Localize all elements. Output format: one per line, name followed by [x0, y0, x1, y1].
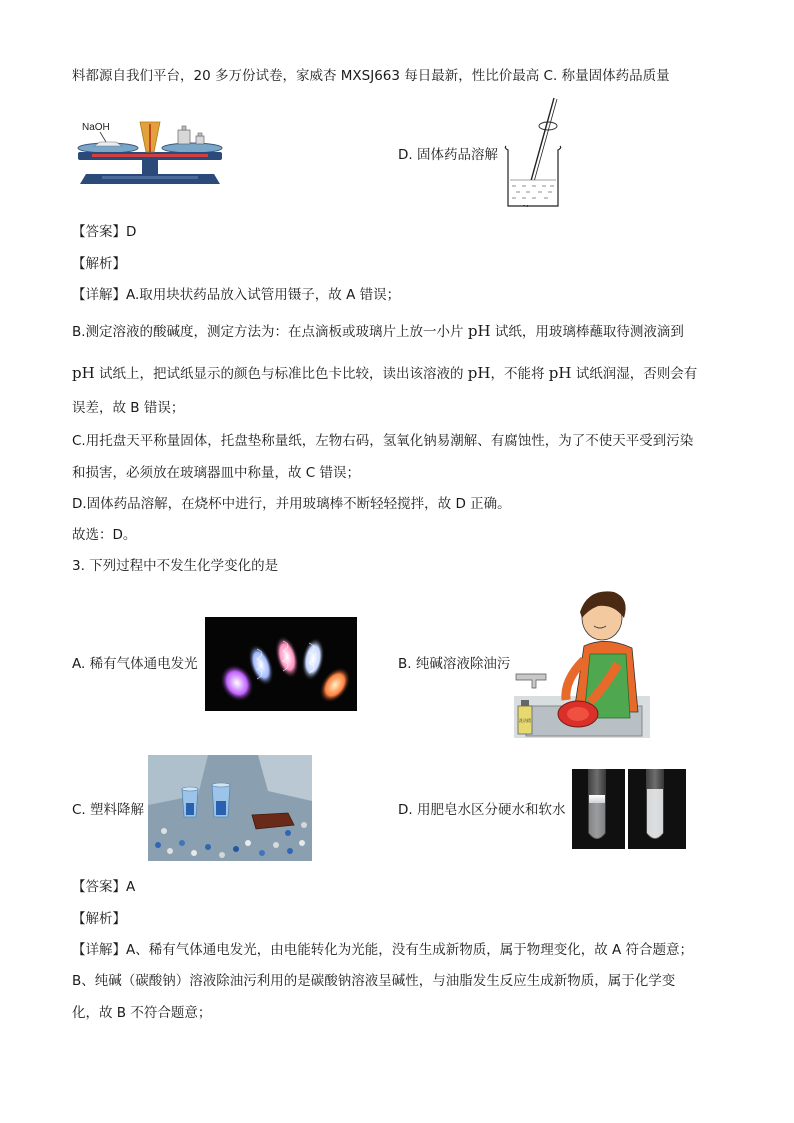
q2-detail-b-line1: B.测定溶液的酸碱度，测定方法为：在点滴板或玻璃片上放一小片 pH 试纸，用玻璃棒蘸取待测液滴到	[72, 322, 684, 340]
q3-stem: 3. 下列过程中不发生化学变化的是	[72, 558, 279, 574]
q2-analysis: 【解析】	[72, 256, 126, 272]
q3-option-d: D. 用肥皂水区分硬水和软水	[398, 802, 566, 818]
q3-option-b: B. 纯碱溶液除油污	[398, 656, 511, 672]
balance-figure	[72, 112, 228, 188]
q2-detail-b-line3: 误差，故 B 错误；	[72, 400, 185, 416]
q3-detail-b-line1: B、纯碱（碳酸钠）溶液除油污利用的是碳酸钠溶液呈碱性，与油脂发生反应生成新物质，属于化学变	[72, 973, 676, 989]
q3-detail-b-line2: 化，故 B 不符合题意；	[72, 1005, 212, 1021]
dishwashing-illustration	[514, 588, 650, 738]
q3-detail-a: 【详解】A、稀有气体通电发光，由电能转化为光能，没有生成新物质，属于物理变化，故 A 符合题意；	[72, 942, 694, 958]
beaker-figure	[502, 94, 564, 212]
q3-answer: 【答案】A	[72, 879, 136, 895]
q2-option-d: D. 固体药品溶解	[398, 147, 498, 163]
q3-option-a: A. 稀有气体通电发光	[72, 656, 198, 672]
header-line: 料都源自我们平台，20 多万份试卷，家威杏 MXSJ663 每日最新，性比价最高 C. 称量固体药品质量	[72, 68, 670, 84]
test-tubes-photo	[572, 769, 686, 849]
q2-detail-b-line2: pH 试纸上，把试纸显示的颜色与标准比色卡比较，读出该溶液的 pH，不能将 pH 试纸润湿，否则会有	[72, 364, 698, 382]
q2-detail-a: 【详解】A.取用块状药品放入试管用镊子，故 A 错误；	[72, 287, 401, 303]
gas-tubes-photo	[205, 617, 357, 711]
q2-detail-c-line2: 和损害，必须放在玻璃器皿中称量，故 C 错误；	[72, 465, 361, 481]
q2-detail-d: D.固体药品溶解，在烧杯中进行，并用玻璃棒不断轻轻搅拌，故 D 正确。	[72, 496, 511, 512]
detergent-label: 洗洁精	[519, 718, 531, 723]
q3-option-c: C. 塑料降解	[72, 802, 145, 818]
plastic-pellets-photo	[148, 755, 312, 861]
naoh-label: NaOH	[82, 122, 110, 133]
q2-detail-c-line1: C.用托盘天平称量固体，托盘垫称量纸，左物右码，氢氧化钠易潮解、有腐蚀性，为了不使天平受到污染	[72, 433, 694, 449]
q3-analysis: 【解析】	[72, 911, 126, 927]
q2-answer: 【答案】D	[72, 224, 137, 240]
q2-conclusion: 故选：D。	[72, 527, 137, 543]
